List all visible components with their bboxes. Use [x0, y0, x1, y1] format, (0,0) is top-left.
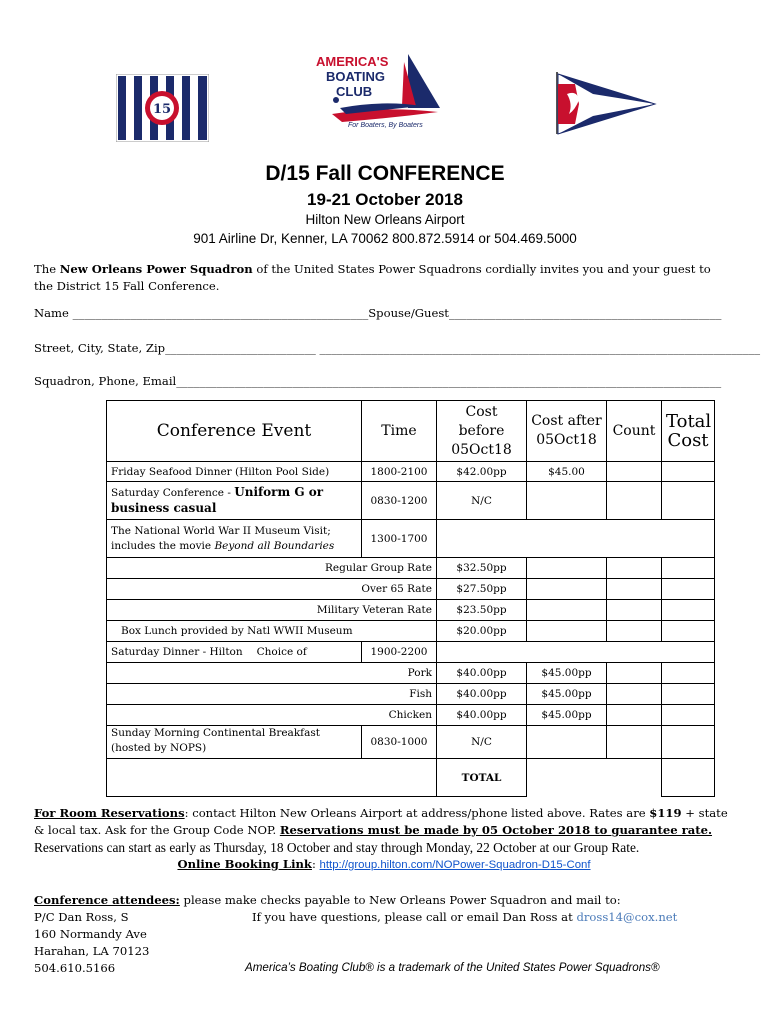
contact-email-link[interactable]: dross14@cox.net [576, 910, 678, 924]
table-row [107, 482, 715, 520]
empty-cell [107, 759, 437, 797]
conference-dates: 19-21 October 2018 [307, 190, 463, 209]
total-label: TOTAL [437, 759, 527, 797]
count-cell[interactable] [607, 482, 662, 520]
grand-total-cell[interactable] [662, 759, 715, 797]
room-rate-tail: + state & local tax. Ask for the Group Code NOP. [34, 806, 728, 837]
cost-after-cell [527, 600, 607, 621]
contact-phone: 504.610.5166 [34, 961, 116, 975]
event-label: Saturday Dinner - Hilton [111, 646, 243, 658]
total-cell[interactable] [662, 663, 715, 684]
conference-title: D/15 Fall CONFERENCE [265, 162, 505, 185]
count-cell[interactable] [607, 558, 662, 579]
room-text: : contact Hilton New Orleans Airport at address/phone listed above. Rates are [184, 806, 650, 820]
total-cell[interactable] [662, 621, 715, 642]
invitation-text [34, 261, 714, 295]
cost-before-cell: N/C [437, 726, 527, 759]
total-cell[interactable] [662, 462, 715, 482]
cost-before-cell: $40.00pp [437, 684, 527, 705]
total-cell[interactable] [662, 482, 715, 520]
count-cell[interactable] [607, 579, 662, 600]
total-cell[interactable] [662, 684, 715, 705]
event-cell [107, 482, 362, 520]
table-row [107, 684, 715, 705]
empty-cell [437, 642, 715, 663]
table-row [107, 600, 715, 621]
logo-text-club: CLUB [336, 84, 373, 99]
event-label: Saturday Conference - [111, 486, 235, 499]
event-cell: Friday Seafood Dinner (Hilton Pool Side) [107, 462, 362, 482]
count-cell[interactable] [607, 621, 662, 642]
room-reservation-notes [34, 805, 734, 874]
table-row [107, 558, 715, 579]
time-cell: 1900-2200 [362, 642, 437, 663]
burgee-pennant-logo [553, 70, 658, 136]
questions-text [252, 909, 677, 926]
squadron-phone-email-field[interactable]: Squadron, Phone, Email______________________________________________________________________________________________ [34, 374, 722, 388]
rate-label-cell: Military Veteran Rate [107, 600, 437, 621]
count-cell[interactable] [607, 705, 662, 726]
count-cell[interactable] [607, 726, 662, 759]
header-time: Time [362, 401, 437, 462]
room-rate: $119 [649, 806, 682, 820]
cost-after-cell [527, 621, 607, 642]
table-row [107, 621, 715, 642]
header-cost-before: Cost before 05Oct18 [437, 401, 527, 462]
cost-after-cell: $45.00pp [527, 705, 607, 726]
host-squadron: New Orleans Power Squadron [59, 262, 253, 276]
intro-post: of the United States Power Squadrons cordially invites you and your guest to the District 15 Fall Conference. [34, 262, 711, 293]
cost-after-cell [527, 482, 607, 520]
contact-name: P/C Dan Ross, S [34, 910, 129, 924]
cost-before-cell: $27.50pp [437, 579, 527, 600]
table-row [107, 705, 715, 726]
attendees-text: please make checks payable to New Orleans Power Squadron and mail to: [179, 893, 621, 907]
choice-of-label: Choice of [256, 646, 307, 658]
intro-pre: The [34, 262, 60, 276]
cost-after-cell [527, 579, 607, 600]
box-lunch-cell: Box Lunch provided by Natl WWII Museum [107, 621, 437, 642]
movie-title: Beyond all Boundaries [214, 539, 335, 552]
dress-code: Uniform G or business casual [111, 484, 324, 515]
venue-name: Hilton New Orleans Airport [305, 212, 465, 227]
address-field[interactable]: Street, City, State, Zip__________________________ ____________________________________________________________________________ [34, 341, 761, 355]
cost-after-cell [527, 726, 607, 759]
booking-link[interactable]: http://group.hilton.com/NOPower-Squadron-D15-Conf [319, 859, 591, 871]
table-row [107, 462, 715, 482]
total-cell[interactable] [662, 579, 715, 600]
room-reservations-label: For Room Reservations [34, 806, 185, 820]
questions-label: If you have questions, please call or email Dan Ross at [252, 910, 577, 924]
cost-before-cell: $42.00pp [437, 462, 527, 482]
rate-label-cell: Over 65 Rate [107, 579, 437, 600]
total-row [107, 759, 715, 797]
total-cell[interactable] [662, 600, 715, 621]
contact-street: 160 Normandy Ave [34, 927, 147, 941]
reservation-deadline: Reservations must be made by 05 October 2018 to guarantee rate. [279, 823, 713, 837]
contact-city: Harahan, LA 70123 [34, 944, 150, 958]
count-cell[interactable] [607, 663, 662, 684]
logo-tagline: For Boaters, By Boaters [348, 122, 423, 129]
logo-text-americas: AMERICA'S [316, 54, 389, 69]
table-row [107, 642, 715, 663]
time-cell: 1800-2100 [362, 462, 437, 482]
event-cell [107, 642, 362, 663]
venue-address: 901 Airline Dr, Kenner, LA 70062 800.872.5914 or 504.469.5000 [193, 231, 577, 246]
table-row [107, 579, 715, 600]
event-label: The National World War II Museum Visit; includes the movie [111, 524, 331, 552]
attendees-label: Conference attendees: [34, 893, 180, 907]
logo-text-boating: BOATING [326, 69, 385, 84]
cost-after-cell: $45.00pp [527, 684, 607, 705]
cost-after-cell: $45.00 [527, 462, 607, 482]
count-cell[interactable] [607, 684, 662, 705]
cost-before-cell: N/C [437, 482, 527, 520]
header-count: Count [607, 401, 662, 462]
header-event: Conference Event [107, 401, 362, 462]
time-cell: 1300-1700 [362, 520, 437, 558]
event-table [106, 400, 715, 797]
cost-before-cell: $20.00pp [437, 621, 527, 642]
cost-after-cell: $45.00pp [527, 663, 607, 684]
count-cell[interactable] [607, 462, 662, 482]
time-cell: 0830-1000 [362, 726, 437, 759]
time-cell: 0830-1200 [362, 482, 437, 520]
meal-choice-cell: Fish [107, 684, 437, 705]
total-cell[interactable] [662, 558, 715, 579]
cost-before-cell: $40.00pp [437, 663, 527, 684]
cost-before-cell: $32.50pp [437, 558, 527, 579]
header-cost-after: Cost after 05Oct18 [527, 401, 607, 462]
event-cell: Sunday Morning Continental Breakfast (hosted by NOPS) [107, 726, 362, 759]
total-cell[interactable] [662, 705, 715, 726]
trademark-notice: America’s Boating Club® is a trademark of the United States Power Squadrons® [245, 961, 660, 974]
district-15-flag-logo [116, 74, 209, 142]
total-cell[interactable] [662, 726, 715, 759]
cost-after-cell [527, 558, 607, 579]
meal-choice-cell: Pork [107, 663, 437, 684]
rate-label-cell: Regular Group Rate [107, 558, 437, 579]
booking-sep: : [311, 857, 320, 871]
meal-choice-cell: Chicken [107, 705, 437, 726]
table-header-row [107, 401, 715, 462]
empty-cell [437, 520, 715, 558]
cost-before-cell: $23.50pp [437, 600, 527, 621]
table-row [107, 663, 715, 684]
americas-boating-club-logo [312, 52, 444, 134]
table-row [107, 520, 715, 558]
empty-cell [527, 759, 662, 797]
table-row [107, 726, 715, 759]
event-cell [107, 520, 362, 558]
cost-before-cell: $40.00pp [437, 705, 527, 726]
header-total: Total Cost [662, 401, 715, 462]
early-reservation-text: Reservations can start as early as Thursday, 18 October and stay through Monday, 22 October at our Group Rate. [34, 840, 640, 855]
booking-link-label: Online Booking Link [177, 857, 312, 871]
flag-number: 15 [152, 102, 172, 117]
count-cell[interactable] [607, 600, 662, 621]
name-spouse-field[interactable]: Name ___________________________________________________Spouse/Guest_______________________________________________ [34, 306, 722, 320]
